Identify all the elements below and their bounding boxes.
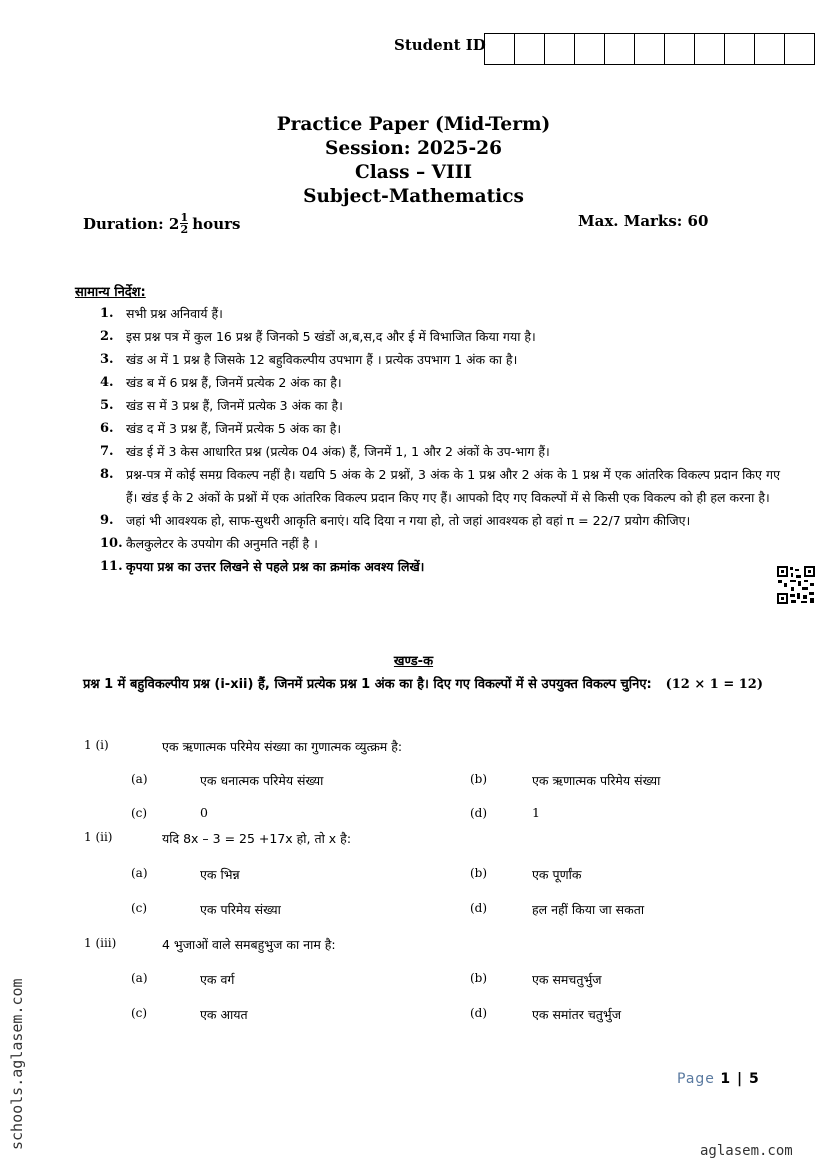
student-id-box[interactable]	[515, 34, 545, 64]
question-text: यदि 8x – 3 = 25 +17x हो, तो x है:	[162, 831, 352, 846]
option-label: (a)	[131, 971, 148, 985]
student-id-box[interactable]	[635, 34, 665, 64]
instructions-title: सामान्य निर्देश:	[75, 285, 146, 300]
student-id-boxes[interactable]	[484, 33, 815, 65]
duration-label: Duration: 2	[83, 214, 180, 233]
subject: Subject-Mathematics	[303, 186, 524, 207]
question-number: 1 (i)	[84, 738, 109, 752]
instruction-item: 8. प्रश्न-पत्र में कोई समग्र विकल्प नहीं है। यद्यपि 5 अंक के 2 प्रश्नों, 3 अंक के 1 प्रश्न और 2 अंक के 1 प्रश्न में एक आंतरिक विकल्प प्रदान किए गए हैं। खंड ई के 2 अंकों के प्रश्नों में एक आंतरिक विकल्प प्रदान किए गए हैं। आपको दिए गए विकल्पों में से किसी एक विकल्प को ही हल करना है।	[100, 467, 780, 505]
instruction-item: 10. कैलकुलेटर के उपयोग की अनुमति नहीं है ।	[100, 536, 318, 551]
option-text[interactable]: एक धनात्मक परिमेय संख्या	[200, 773, 324, 788]
max-marks: Max. Marks: 60	[578, 212, 709, 230]
student-id-box[interactable]	[545, 34, 575, 64]
option-label: (a)	[131, 866, 148, 880]
option-label: (b)	[470, 866, 488, 880]
option-text[interactable]: एक वर्ग	[200, 972, 235, 987]
option-text[interactable]: एक ऋणात्मक परिमेय संख्या	[532, 773, 661, 788]
instruction-item: 6. खंड द में 3 प्रश्न हैं, जिनमें प्रत्येक 5 अंक का है।	[100, 421, 342, 436]
duration-unit: hours	[192, 214, 241, 233]
option-text[interactable]: एक आयत	[200, 1007, 248, 1022]
instruction-item: 11. कृपया प्रश्न का उत्तर लिखने से पहले प्रश्न का क्रमांक अवश्य लिखें।	[100, 559, 425, 574]
student-id-box[interactable]	[695, 34, 725, 64]
option-text[interactable]: एक भिन्न	[200, 867, 240, 882]
option-label: (a)	[131, 772, 148, 786]
section-marks: (12 × 1 = 12)	[665, 677, 763, 692]
instruction-item: 1. सभी प्रश्न अनिवार्य हैं।	[100, 306, 223, 321]
student-id-box[interactable]	[755, 34, 785, 64]
option-text[interactable]: हल नहीं किया जा सकता	[532, 902, 645, 917]
option-label: (d)	[470, 806, 488, 820]
student-id-box[interactable]	[665, 34, 695, 64]
instruction-item: 9. जहां भी आवश्यक हो, साफ-सुथरी आकृति बनाएं। यदि दिया न गया हो, तो जहां आवश्यक हो वहां π = 22/7 प्रयोग कीजिए।	[100, 513, 691, 528]
option-text[interactable]: एक पूर्णांक	[532, 867, 582, 882]
student-id-label: Student ID	[394, 36, 486, 54]
qr-code-icon[interactable]	[776, 565, 816, 605]
student-id-box[interactable]	[605, 34, 635, 64]
option-label: (d)	[470, 901, 488, 915]
option-label: (c)	[131, 901, 148, 915]
instruction-item: 2. इस प्रश्न पत्र में कुल 16 प्रश्न हैं जिनको 5 खंडों अ,ब,स,द और ई में विभाजित किया गया है।	[100, 329, 536, 344]
paper-title: Practice Paper (Mid-Term)	[276, 114, 551, 135]
duration	[83, 212, 240, 235]
option-text[interactable]: 0	[200, 805, 208, 820]
side-watermark: schools.aglasem.com	[8, 978, 26, 1150]
instruction-item: 3. खंड अ में 1 प्रश्न है जिसके 12 बहुविकल्पीय उपभाग हैं । प्रत्येक उपभाग 1 अंक का है।	[100, 352, 518, 367]
duration-fraction: $\frac{1}{2}$	[180, 211, 189, 236]
question-text: 4 भुजाओं वाले समबहुभुज का नाम है:	[162, 937, 336, 952]
student-id-box[interactable]	[725, 34, 755, 64]
student-id-box[interactable]	[485, 34, 515, 64]
question-number: 1 (ii)	[84, 830, 113, 844]
paper-header	[0, 113, 827, 209]
instructions-list	[100, 302, 780, 578]
option-label: (b)	[470, 971, 488, 985]
section-heading: खण्ड-क	[393, 654, 434, 669]
option-label: (c)	[131, 1006, 148, 1020]
instruction-item: 4. खंड ब में 6 प्रश्न हैं, जिनमें प्रत्येक 2 अंक का है।	[100, 375, 342, 390]
section-description: (12 × 1 = 12) प्रश्न 1 में बहुविकल्पीय प्रश्न (i-xii) हैं, जिनमें प्रत्येक प्रश्न 1 अंक का है। दिए गए विकल्पों में से उपयुक्त विकल्प चुनिए:	[83, 674, 763, 696]
option-text[interactable]: एक समचतुर्भुज	[532, 972, 602, 987]
option-text[interactable]: एक समांतर चतुर्भुज	[532, 1007, 621, 1022]
session: Session: 2025-26	[325, 138, 502, 159]
student-id-box[interactable]	[575, 34, 605, 64]
student-id-box[interactable]	[785, 34, 814, 64]
instruction-item: 5. खंड स में 3 प्रश्न हैं, जिनमें प्रत्येक 3 अंक का है।	[100, 398, 343, 413]
option-text[interactable]: एक परिमेय संख्या	[200, 902, 281, 917]
footer-watermark: aglasem.com	[700, 1143, 793, 1159]
question-number: 1 (iii)	[84, 936, 117, 950]
instruction-item: 7. खंड ई में 3 केस आधारित प्रश्न (प्रत्येक 04 अंक) हैं, जिनमें 1, 1 और 2 अंकों के उप-भाग हैं।	[100, 444, 550, 459]
option-label: (b)	[470, 772, 488, 786]
class: Class – VIII	[354, 162, 473, 183]
page-number: Page 1 | 5	[677, 1071, 760, 1087]
question-text: एक ऋणात्मक परिमेय संख्या का गुणात्मक व्युत्क्रम है:	[162, 739, 403, 754]
option-label: (d)	[470, 1006, 488, 1020]
option-text[interactable]: 1	[532, 805, 540, 820]
option-label: (c)	[131, 806, 148, 820]
